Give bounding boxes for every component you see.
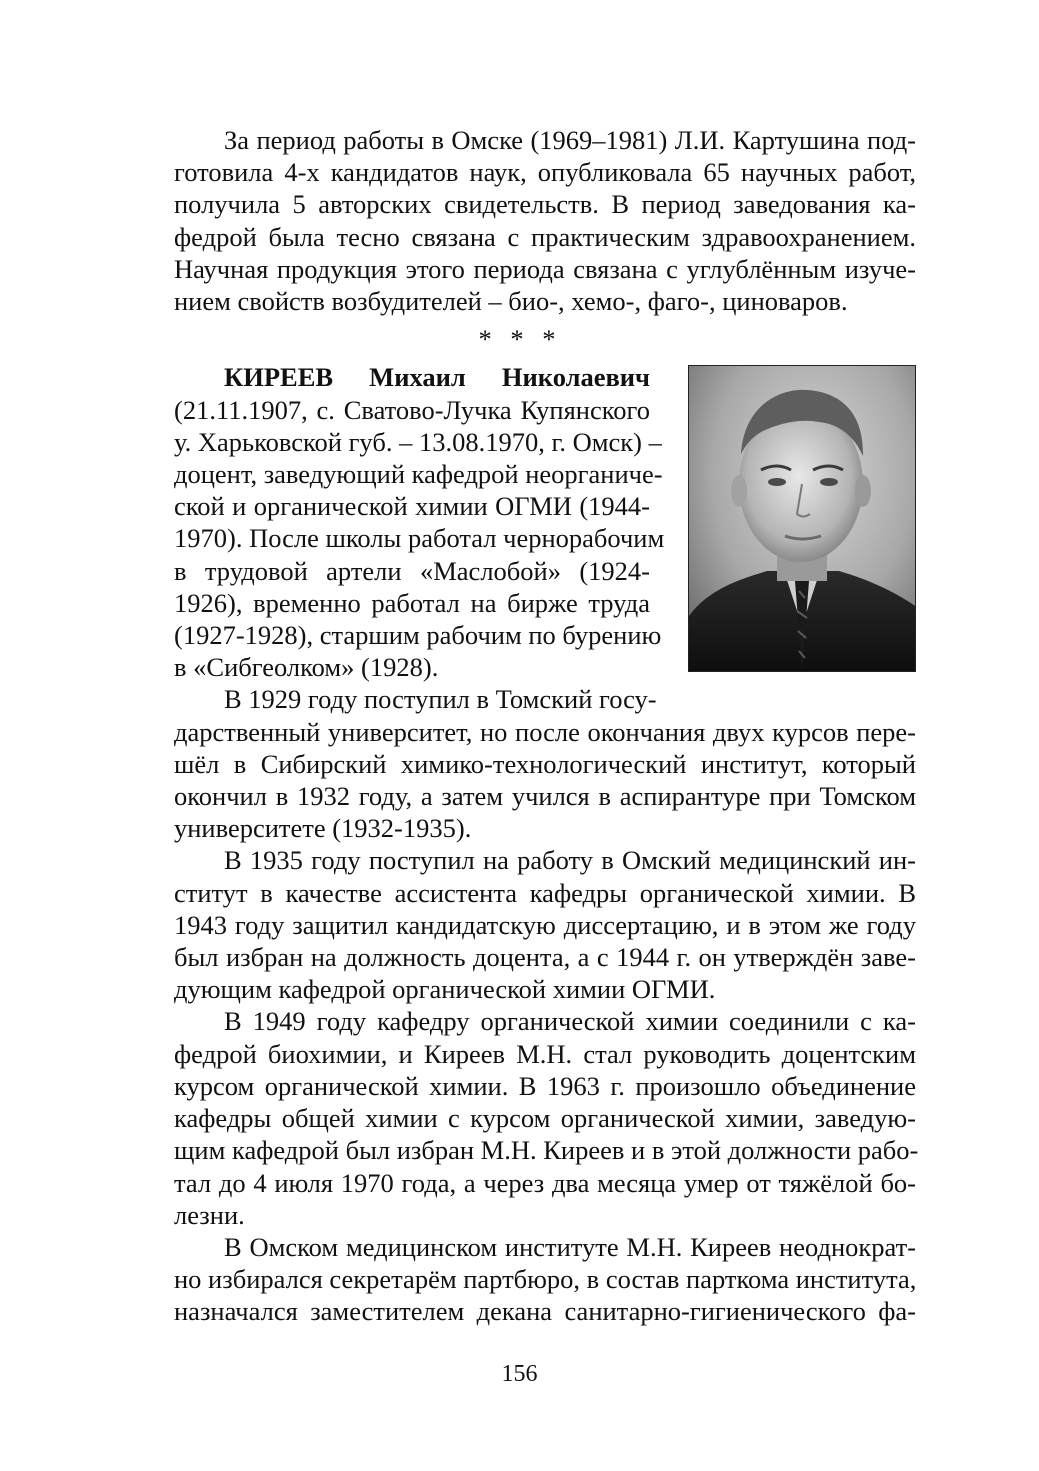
body-paragraph [124,844,916,1005]
text-line: у. Харьковской губ. – 13.08.1970, г. Омск) – [174,426,662,457]
text-line: В 1935 году поступил на работу в Омский медицинский ин- [224,845,916,876]
text-line: доцент, заведующий кафедрой неорганиче- [174,459,663,490]
text-line: 1943 году защитил кандидатскую диссертацию, и в этом же году [174,909,916,940]
text-line: в «Сибгеолком» (1928). [174,652,439,683]
intro-paragraph [124,124,916,317]
text-line: тал до 4 июля 1970 года, а через два месяца умер от тяжёлой бо- [174,1167,916,1198]
text-line: щим кафедрой был избран М.Н. Киреев и в этой должности рабо- [174,1135,919,1166]
text-line: федрой биохимии, и Киреев М.Н. стал руководить доцентским [174,1038,916,1069]
text-line: Научная продукция этого периода связана с углублённым изуче- [174,253,916,284]
text-line: получила 5 авторских свидетельств. В период заведования ка- [174,189,916,220]
text-line: окончил в 1932 году, а затем учился в аспирантуре при Томском [174,781,916,812]
text-line: федрой была тесно связана с практическим здравоохранением. [174,221,916,252]
body-paragraph [124,1005,919,1230]
text-line: В 1949 году кафедру органической химии соединили с ка- [224,1006,916,1037]
text-line: 1970). После школы работал чернорабочим [174,523,665,554]
text-line: в трудовой артели «Маслобой» (1924- [174,555,650,586]
text-line: шёл в Сибирский химико-технологический институт, который [174,748,916,779]
text-line: готовила 4-х кандидатов наук, опубликовала 65 научных работ, [174,157,916,188]
text-column [124,124,919,1328]
text-line: ской и органической химии ОГМИ (1944- [174,491,650,522]
text-line: дарственный университет, но после окончания двух курсов пере- [174,716,916,747]
text-line: курсом органической химии. В 1963 г. произошло объединение [174,1070,916,1101]
text-line: назначался заместителем декана санитарно-гигиенического фа- [174,1296,916,1327]
text-line: В Омском медицинском институте М.Н. Киреев неоднократ- [224,1231,916,1262]
text-line: За период работы в Омске (1969–1981) Л.И. Картушина под- [224,125,916,155]
text-line: но избирался секретарём партбюро, в состав парткома института, [174,1264,917,1295]
text-line: дующим кафедрой органической химии ОГМИ. [174,974,716,1005]
biography-block [124,361,916,715]
person-name: КИРЕЕВ Михаил Николаевич [224,362,650,393]
text-line: нием свойств возбудителей – био-, хемо-, фаго-, циноваров. [174,286,848,317]
text-line: 1926), временно работал на бирже труда [174,587,650,618]
text-line: (21.11.1907, с. Сватово-Лучка Купянского [174,394,650,425]
text-line: кафедры общей химии с курсом органической химии, заведую- [174,1103,916,1134]
text-line: лезни. [174,1199,245,1230]
body-paragraph [124,1231,916,1328]
portrait-image [689,366,915,671]
text-line: университете (1932-1935). [174,813,472,844]
text-line: был избран на должность доцента, а с 1944 г. он утверждён заве- [174,942,916,973]
body-paragraph [124,716,916,845]
page-number: 156 [501,1361,538,1387]
biography-intro [124,361,665,715]
text-line: В 1929 году поступил в Томский госу- [224,684,657,715]
text-line: (1927-1928), старшим рабочим по бурению [174,620,662,651]
text-line: ститут в качестве ассистента кафедры органической химии. В [174,877,916,908]
portrait-photo [688,365,916,672]
section-separator: * * * [478,324,562,355]
